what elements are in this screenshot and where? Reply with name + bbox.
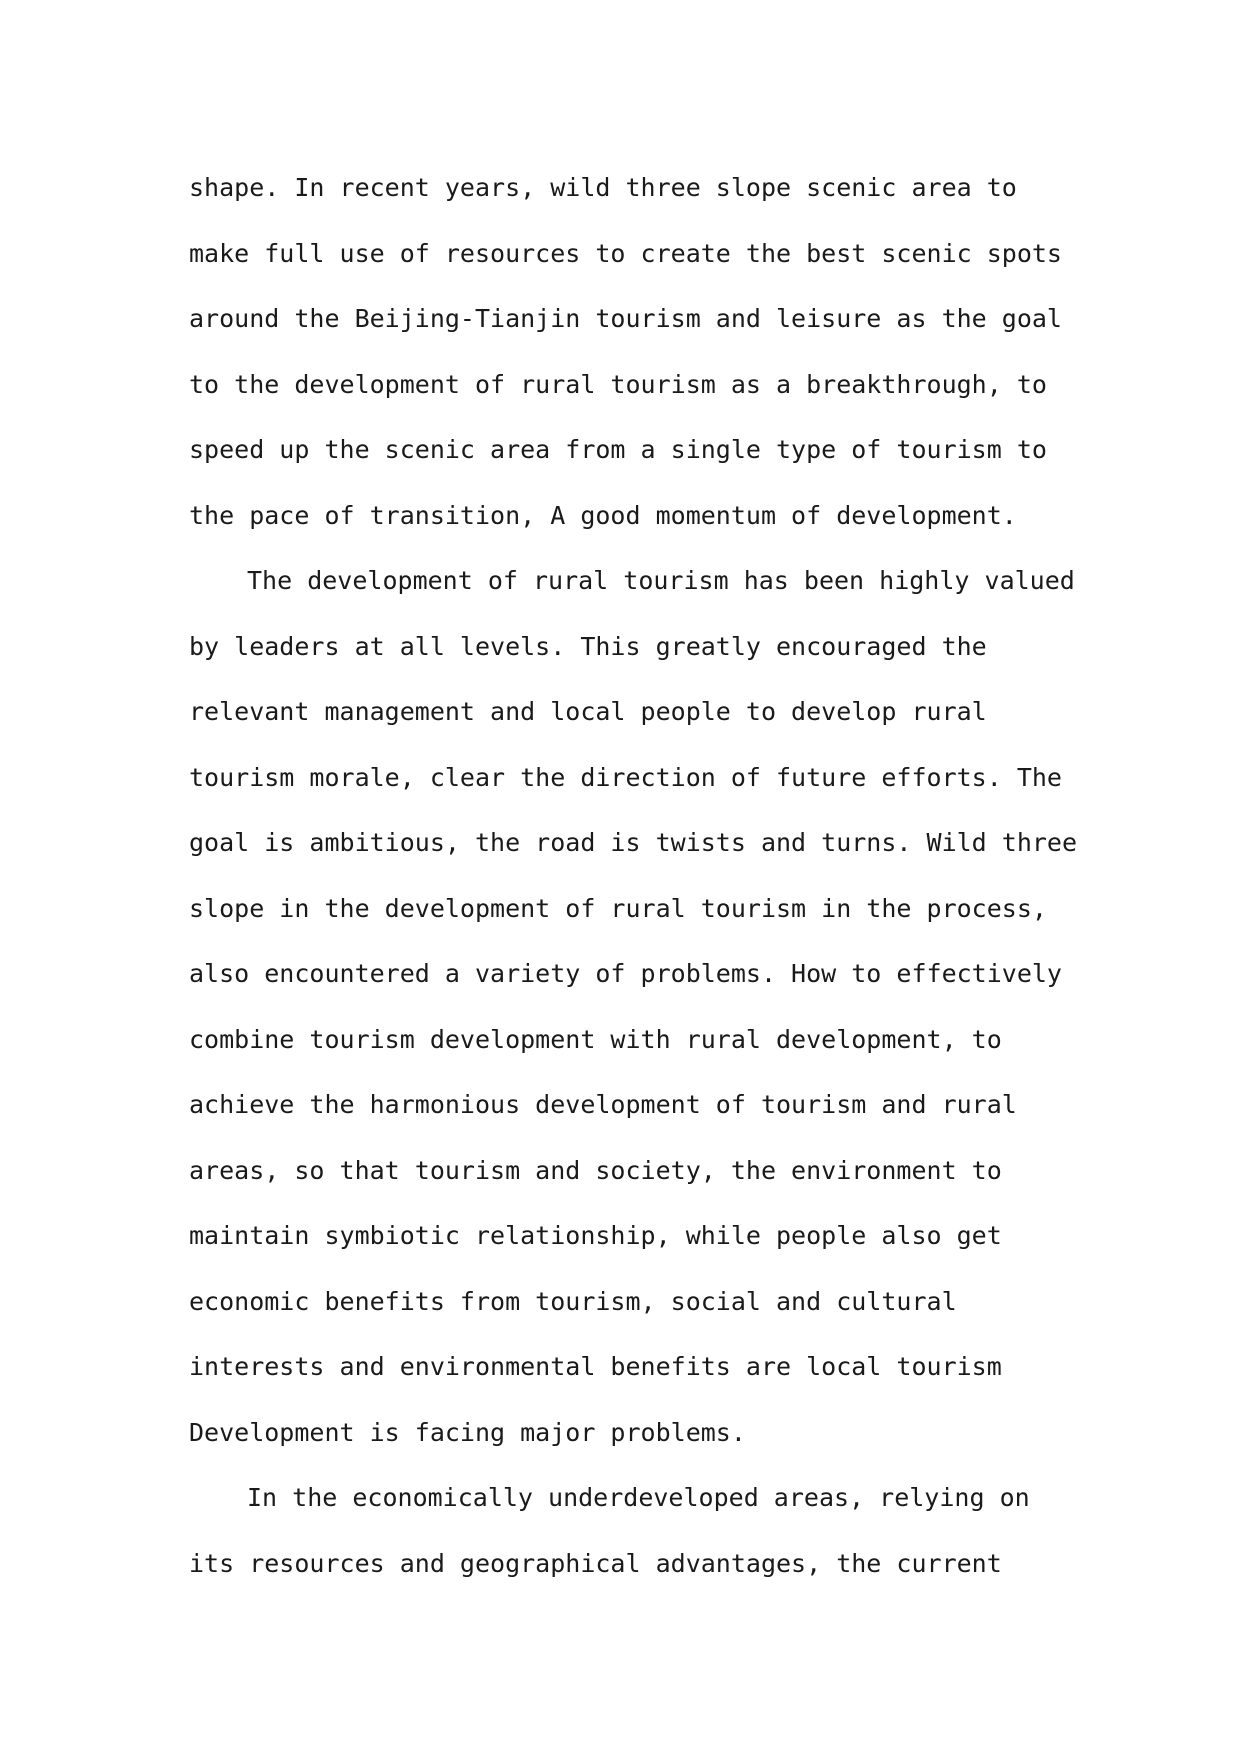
text-line: interests and environmental benefits are local tourism xyxy=(189,1352,1002,1381)
text-line: also encountered a variety of problems. How to effectively xyxy=(189,959,1062,988)
text-line: its resources and geographical advantages, the current xyxy=(189,1548,1002,1578)
text-line: combine tourism development with rural development, to xyxy=(189,1024,1002,1054)
text-line: speed up the scenic area from a single type of tourism to xyxy=(189,435,1047,464)
body-text xyxy=(189,155,1078,1596)
text-line: achieve the harmonious development of tourism and rural xyxy=(189,1090,1017,1119)
text-line: make full use of resources to create the best scenic spots xyxy=(189,238,1062,268)
text-line: tourism morale, clear the direction of future efforts. The xyxy=(189,762,1062,792)
text-line: by leaders at all levels. This greatly encouraged the xyxy=(189,631,987,661)
text-line: the pace of transition, A good momentum of development. xyxy=(189,500,1017,530)
paragraph-first-line: The development of rural tourism has been highly valued xyxy=(247,566,1075,595)
paragraph-first-line: In the economically underdeveloped areas, relying on xyxy=(247,1483,1030,1512)
text-line: shape. In recent years, wild three slope scenic area to xyxy=(189,173,1017,202)
text-line: economic benefits from tourism, social and cultural xyxy=(189,1286,957,1316)
text-line: relevant management and local people to develop rural xyxy=(189,697,987,726)
text-line: maintain symbiotic relationship, while people also get xyxy=(189,1221,1002,1250)
text-line: goal is ambitious, the road is twists and turns. Wild three xyxy=(189,828,1078,857)
text-line: Development is facing major problems. xyxy=(189,1417,746,1447)
text-line: areas, so that tourism and society, the environment to xyxy=(189,1155,1002,1185)
text-line: to the development of rural tourism as a breakthrough, to xyxy=(189,369,1047,399)
text-line: around the Beijing-Tianjin tourism and leisure as the goal xyxy=(189,304,1062,333)
text-line: slope in the development of rural tourism in the process, xyxy=(189,893,1047,923)
